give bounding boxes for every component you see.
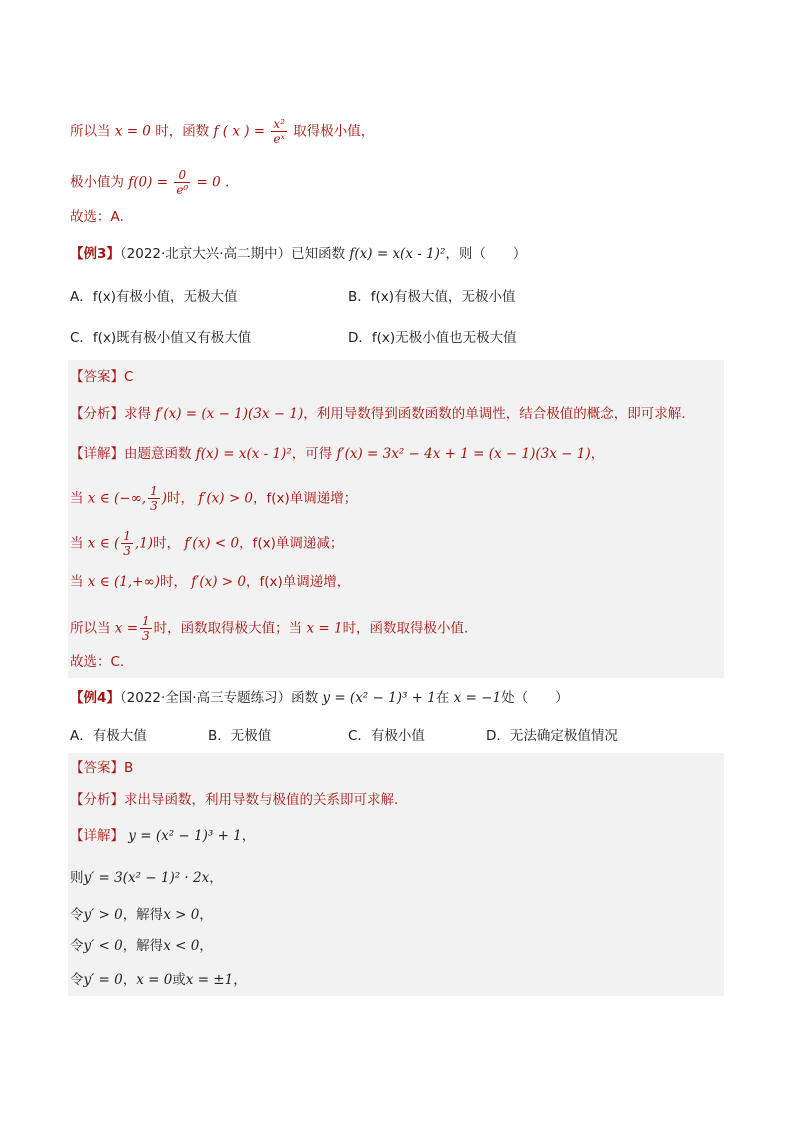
fraction-numerator: 0: [174, 168, 190, 183]
text: 时，: [159, 574, 187, 590]
text: ，: [241, 828, 256, 844]
math-expr: f′(x) = (x − 1)(3x − 1): [155, 406, 304, 422]
answer-value: C: [124, 369, 134, 385]
math-expr: f′(x) > 0: [198, 490, 254, 507]
detail-line: [70, 826, 255, 846]
math-expr: y′ > 0: [83, 907, 123, 923]
option-a: A．f(x)有极小值，无极大值: [70, 289, 238, 305]
math-expr: x = 1: [306, 620, 343, 637]
example-4-question: [70, 688, 569, 708]
math-expr: x = −1: [453, 690, 502, 706]
analysis-line: [70, 790, 398, 810]
math-expr: y′ = 3(x² − 1)² · 2x: [83, 870, 210, 886]
analysis-tag: 【分析】: [70, 406, 124, 422]
math-expr: x = 0: [136, 972, 173, 988]
text: ，: [209, 870, 223, 886]
text: 时，函数: [155, 123, 210, 140]
math-expr: y = (x² − 1)³ + 1: [128, 828, 242, 844]
text: 时，函数取得极大值；当: [153, 620, 303, 637]
fraction-numerator: 1: [142, 614, 150, 628]
fraction: [121, 529, 133, 558]
option-b: B．f(x)有极大值，无极小值: [348, 289, 516, 305]
text: 在: [435, 690, 450, 706]
math-expr: f(x) = x(x - 1)²: [349, 246, 446, 262]
math-expr: x ∈ (−∞,: [87, 490, 147, 507]
step-line-2: [70, 905, 213, 925]
fraction: [148, 484, 160, 513]
math-expr: x = ±1: [185, 972, 234, 988]
step-line-4: [70, 970, 247, 990]
math-expr: f′(x) < 0: [184, 535, 240, 552]
example-3-question: [70, 244, 526, 264]
text: 当: [70, 574, 84, 590]
option-a: A．有极大值: [70, 728, 147, 744]
text: ，f(x)单调递增，: [245, 574, 351, 590]
text: 极小值为: [70, 174, 124, 191]
math-expr: x ∈ (: [87, 535, 120, 552]
question-source: （2022·全国·高三专题练习）函数: [119, 690, 319, 706]
fraction-numerator: 1: [123, 529, 131, 543]
text: 所以当: [70, 620, 111, 637]
text: 则: [70, 870, 84, 886]
math-expr: f(0) =: [128, 174, 169, 191]
fraction: [271, 117, 287, 146]
fraction-denominator: 3: [123, 544, 131, 558]
fraction-denominator: 3: [142, 629, 150, 643]
text: ，: [590, 446, 605, 462]
math-expr: x < 0: [163, 938, 200, 954]
math-expr: y′ < 0: [83, 938, 123, 954]
interval-line-2: [70, 529, 343, 558]
math-expr: ): [161, 490, 168, 507]
fraction-numerator: x²: [273, 117, 285, 131]
math-expr: f ( x ) =: [213, 123, 266, 140]
text: 或: [172, 972, 186, 988]
interval-line-1: [70, 484, 357, 513]
answer-tag: 【答案】: [70, 760, 124, 776]
option-c: C．有极小值: [348, 728, 425, 744]
fraction-numerator: 1: [150, 484, 158, 498]
solution-line-1: [70, 117, 374, 146]
detail-line: [70, 444, 604, 464]
math-expr: ,1): [134, 535, 154, 552]
step-line-3: [70, 936, 213, 956]
answer-choice-line: 故选：A.: [70, 209, 124, 225]
text: 求出导函数，利用导数与极值的关系即可求解.: [124, 792, 399, 808]
fraction: [140, 614, 152, 643]
math-expr: y′ = 0: [83, 972, 123, 988]
text: ，利用导数得到函数函数的单调性，结合极值的概念，即可求解.: [303, 406, 686, 422]
option-b: B．无极值: [208, 728, 272, 744]
answer-line: [70, 367, 133, 387]
text: ，解得: [122, 938, 164, 954]
math-expr: x > 0: [163, 907, 200, 923]
option-c: C．f(x)既有极小值又有极大值: [70, 330, 252, 346]
detail-tag: 【详解】: [70, 446, 124, 462]
analysis-line: [70, 404, 686, 424]
text: 时，: [167, 490, 195, 507]
text: 令: [70, 938, 84, 954]
text: ，则（ ）: [445, 246, 527, 262]
option-d: D．f(x)无极小值也无极大值: [348, 330, 517, 346]
math-expr: = 0 .: [196, 174, 230, 191]
answer-value: B: [124, 760, 134, 776]
fraction-denominator: e⁰: [176, 183, 189, 197]
example-tag: 【例3】: [70, 246, 120, 262]
fraction-denominator: eˣ: [273, 132, 285, 146]
math-expr: x = 0: [114, 123, 151, 140]
text: 令: [70, 907, 84, 923]
example-tag: 【例4】: [70, 690, 120, 706]
text: ，: [199, 938, 213, 954]
step-line-1: [70, 868, 223, 888]
question-source: （2022·北京大兴·高二期中）已知函数: [119, 246, 346, 262]
text: 时，: [153, 535, 181, 552]
answer-choice-line: 故选：C.: [70, 654, 125, 670]
text: 求得: [124, 406, 151, 422]
interval-line-3: [70, 572, 350, 592]
math-expr: f′(x) > 0: [191, 574, 246, 590]
text: 当: [70, 490, 84, 507]
text: 由题意函数: [124, 446, 192, 462]
text: 所以当: [70, 123, 111, 140]
math-expr: f′(x) = 3x² − 4x + 1 = (x − 1)(3x − 1): [336, 446, 591, 462]
math-expr: x =: [114, 620, 139, 637]
text: 时，函数取得极小值.: [342, 620, 469, 637]
conclusion-line: [70, 614, 468, 643]
text: ，可得: [291, 446, 333, 462]
fraction: [174, 168, 190, 197]
solution-line-2: [70, 168, 229, 197]
math-expr: x ∈ (1,+∞): [87, 574, 160, 590]
detail-tag: 【详解】: [70, 828, 124, 844]
text: ，f(x)单调递减；: [239, 535, 344, 552]
answer-tag: 【答案】: [70, 369, 124, 385]
text: ，f(x)单调递增；: [253, 490, 358, 507]
text: 取得极小值，: [293, 123, 375, 140]
text: 令: [70, 972, 84, 988]
text: 处（ ）: [501, 690, 569, 706]
text: ，解得: [122, 907, 164, 923]
text: 当: [70, 535, 84, 552]
math-expr: y = (x² − 1)³ + 1: [322, 690, 436, 706]
fraction-denominator: 3: [150, 499, 158, 513]
text: ，: [199, 907, 213, 923]
answer-line: [70, 758, 133, 778]
analysis-tag: 【分析】: [70, 792, 124, 808]
text: ，: [122, 972, 137, 988]
math-expr: f(x) = x(x - 1)²: [195, 446, 292, 462]
option-d: D．无法确定极值情况: [486, 728, 618, 744]
text: ，: [233, 972, 247, 988]
